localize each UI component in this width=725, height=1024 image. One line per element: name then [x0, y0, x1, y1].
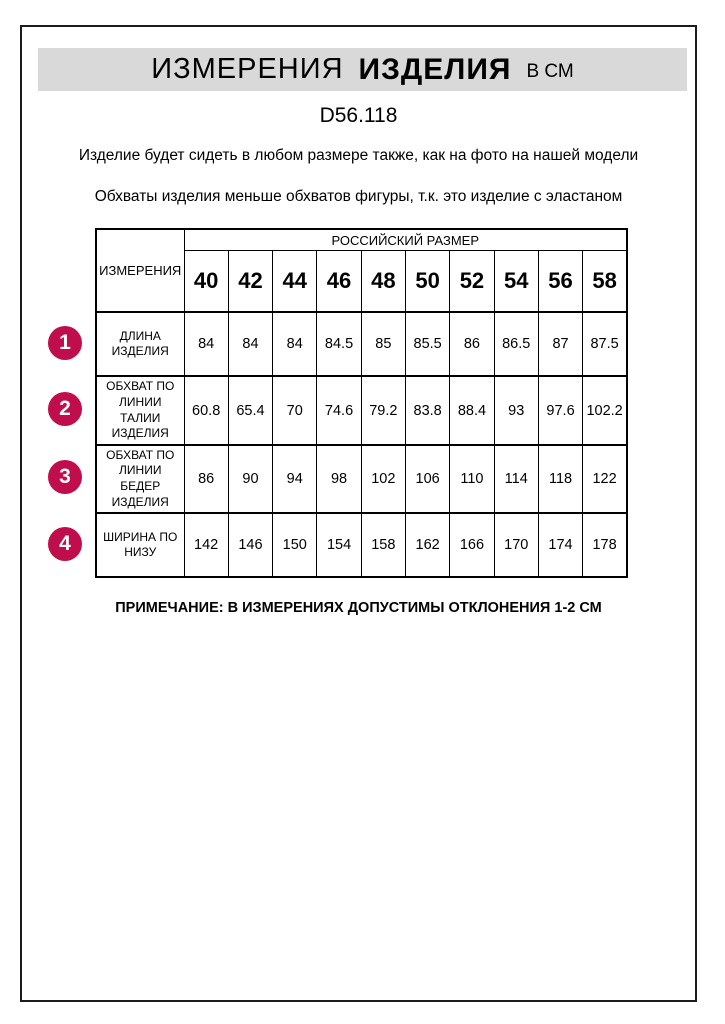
value-cell: 150 — [273, 513, 317, 577]
value-cell: 122 — [583, 445, 627, 513]
value-cell: 87.5 — [583, 312, 627, 376]
value-cell: 178 — [583, 513, 627, 577]
value-cell: 93 — [494, 376, 538, 444]
value-cell: 110 — [450, 445, 494, 513]
table-row — [96, 445, 627, 513]
table-row — [96, 513, 627, 577]
size-header-56: 56 — [538, 250, 582, 312]
value-cell: 118 — [538, 445, 582, 513]
row-label: ДЛИНА ИЗДЕЛИЯ — [96, 312, 184, 376]
value-cell: 154 — [317, 513, 361, 577]
value-cell: 106 — [405, 445, 449, 513]
row-number-badge: 4 — [48, 527, 82, 561]
value-cell: 84 — [228, 312, 272, 376]
value-cell: 83.8 — [405, 376, 449, 444]
page-border-frame — [20, 25, 697, 1002]
value-cell: 98 — [317, 445, 361, 513]
row-number-badge: 2 — [48, 392, 82, 426]
value-cell: 87 — [538, 312, 582, 376]
value-cell: 85.5 — [405, 312, 449, 376]
value-cell: 162 — [405, 513, 449, 577]
value-cell: 94 — [273, 445, 317, 513]
value-cell: 74.6 — [317, 376, 361, 444]
value-cell: 85 — [361, 312, 405, 376]
row-label: ШИРИНА ПО НИЗУ — [96, 513, 184, 577]
size-header-58: 58 — [583, 250, 627, 312]
value-cell: 70 — [273, 376, 317, 444]
title-product: ИЗДЕЛИЯ — [358, 52, 512, 86]
group-header-row — [96, 229, 627, 250]
value-cell: 166 — [450, 513, 494, 577]
size-header-50: 50 — [405, 250, 449, 312]
value-cell: 158 — [361, 513, 405, 577]
size-header-52: 52 — [450, 250, 494, 312]
row-number-badge: 1 — [48, 326, 82, 360]
value-cell: 170 — [494, 513, 538, 577]
size-header-46: 46 — [317, 250, 361, 312]
title-bar — [38, 48, 687, 91]
value-cell: 88.4 — [450, 376, 494, 444]
title-measurements: ИЗМЕРЕНИЯ — [151, 53, 344, 85]
value-cell: 84.5 — [317, 312, 361, 376]
intro-paragraph-elastane: Обхваты изделия меньше обхватов фигуры, т.к. это изделие с эластаном — [94, 187, 623, 205]
model-code: D56.118 — [319, 104, 398, 127]
value-cell: 174 — [538, 513, 582, 577]
row-number-badge: 3 — [48, 460, 82, 494]
value-cell: 60.8 — [184, 376, 228, 444]
group-header-russian-size: РОССИЙСКИЙ РАЗМЕР — [184, 229, 627, 250]
title-unit-cm: В СМ — [526, 60, 574, 82]
table-row — [96, 312, 627, 376]
value-cell: 102.2 — [583, 376, 627, 444]
size-table-zone — [59, 228, 628, 578]
row-label: ОБХВАТ ПО ЛИНИИ ТАЛИИ ИЗДЕЛИЯ — [96, 376, 184, 444]
value-cell: 97.6 — [538, 376, 582, 444]
value-cell: 79.2 — [361, 376, 405, 444]
size-header-40: 40 — [184, 250, 228, 312]
value-cell: 114 — [494, 445, 538, 513]
tolerance-note: ПРИМЕЧАНИЕ: В ИЗМЕРЕНИЯХ ДОПУСТИМЫ ОТКЛОНЕНИЯ 1-2 СМ — [115, 600, 602, 617]
value-cell: 84 — [184, 312, 228, 376]
value-cell: 90 — [228, 445, 272, 513]
value-cell: 86 — [450, 312, 494, 376]
value-cell: 146 — [228, 513, 272, 577]
table-row — [96, 376, 627, 444]
value-cell: 86.5 — [494, 312, 538, 376]
size-header-44: 44 — [273, 250, 317, 312]
size-table — [95, 228, 628, 578]
size-header-42: 42 — [228, 250, 272, 312]
intro-paragraph-fit: Изделие будет сидеть в любом размере также, как на фото на нашей модели — [78, 147, 639, 164]
value-cell: 142 — [184, 513, 228, 577]
value-cell: 65.4 — [228, 376, 272, 444]
value-cell: 86 — [184, 445, 228, 513]
size-header-48: 48 — [361, 250, 405, 312]
corner-cell-measurements: ИЗМЕРЕНИЯ — [96, 229, 184, 312]
value-cell: 84 — [273, 312, 317, 376]
row-label: ОБХВАТ ПО ЛИНИИ БЕДЕР ИЗДЕЛИЯ — [96, 445, 184, 513]
value-cell: 102 — [361, 445, 405, 513]
size-header-54: 54 — [494, 250, 538, 312]
